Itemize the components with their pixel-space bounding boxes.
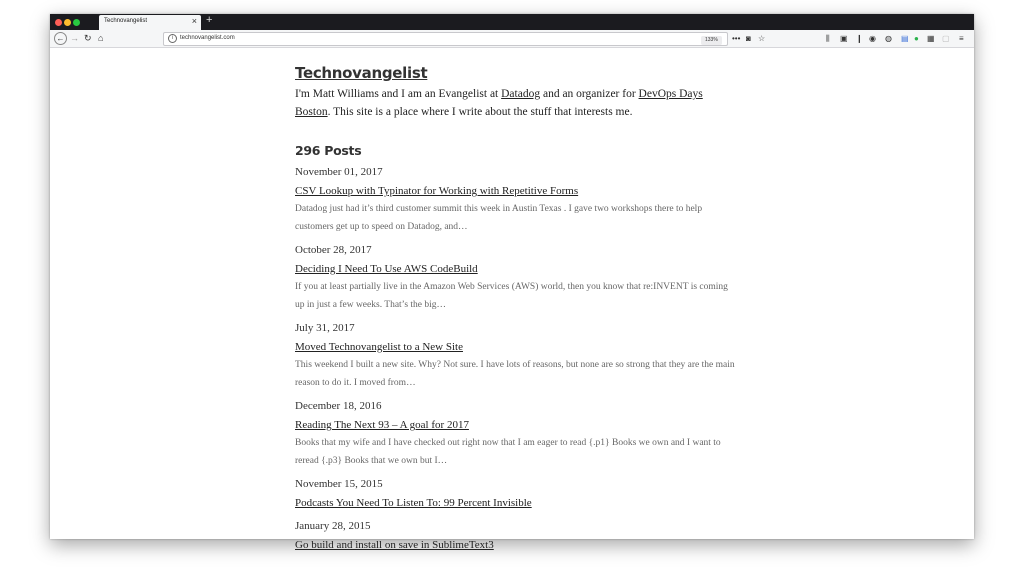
post-title-link[interactable]: Go build and install on save in SublimeText3 xyxy=(295,539,494,551)
post-item xyxy=(295,320,735,392)
intro-text-end: . This site is a place where I write about the stuff that interests me. xyxy=(327,106,633,118)
url-text[interactable]: technovangelist.com xyxy=(180,35,235,41)
post-title-link[interactable]: Podcasts You Need To Listen To: 99 Percent Invisible xyxy=(295,497,532,509)
post-date: November 15, 2015 xyxy=(295,478,383,490)
post-date: July 31, 2017 xyxy=(295,322,355,334)
extension-circle-icon[interactable]: ◉ xyxy=(869,34,876,43)
home-icon[interactable]: ⌂ xyxy=(98,33,104,43)
menu-icon[interactable]: ≡ xyxy=(959,34,964,43)
post-date: December 18, 2016 xyxy=(295,400,382,412)
devops-days-boston-link[interactable]: DevOps Days Boston xyxy=(295,88,703,118)
browser-window xyxy=(50,14,974,551)
datadog-link[interactable]: Datadog xyxy=(501,88,541,100)
post-date: October 28, 2017 xyxy=(295,244,372,256)
site-intro xyxy=(295,85,735,121)
post-date: November 01, 2017 xyxy=(295,166,383,178)
sidebar-icon[interactable]: ▣ xyxy=(840,34,848,43)
post-item xyxy=(295,518,735,554)
title-bar xyxy=(50,14,974,30)
new-tab-button[interactable]: + xyxy=(206,14,213,26)
post-excerpt: This weekend I built a new site. Why? Not sure. I have lots of reasons, but none are so strong that they are the main reason to do it. I moved from… xyxy=(295,360,735,388)
extension-grid-icon[interactable]: ▦ xyxy=(927,34,935,43)
close-tab-icon[interactable]: × xyxy=(191,16,197,26)
post-excerpt: Datadog just had it’s third customer summit this week in Austin Texas . I gave two workshops there to help customers get up to speed on Datadog, and… xyxy=(295,204,703,232)
bookmark-star-icon[interactable]: ☆ xyxy=(758,34,766,43)
extension-square-icon[interactable]: ▢ xyxy=(942,34,950,43)
post-title-link[interactable]: CSV Lookup with Typinator for Working with Repetitive Forms xyxy=(295,185,579,197)
forward-arrow-icon[interactable]: → xyxy=(70,33,79,43)
post-excerpt: If you at least partially live in the Amazon Web Services (AWS) world, then you know that re:INVENT is coming up in just a few weeks. That’s the big… xyxy=(295,282,728,310)
pocket-icon[interactable]: ◙ xyxy=(746,34,751,43)
extension-bar-icon[interactable]: ❙ xyxy=(856,34,863,43)
post-item xyxy=(295,164,735,236)
zoom-level[interactable]: 133% xyxy=(701,36,722,45)
tab-title: Technovangelist xyxy=(104,18,148,24)
post-excerpt: Books that my wife and I have checked out right now that I am eager to read {.p1} Books we own and I want to reread {.p3} Books that we own but I… xyxy=(295,438,721,466)
back-arrow-icon[interactable]: ← xyxy=(54,32,67,45)
tab-technovangelist[interactable] xyxy=(99,15,201,30)
intro-text-mid: and an organizer for xyxy=(540,88,639,100)
address-bar[interactable] xyxy=(163,32,728,46)
intro-text: I'm Matt Williams and I am an Evangelist at xyxy=(295,88,502,100)
post-title-link[interactable]: Moved Technovangelist to a New Site xyxy=(295,341,463,353)
info-icon[interactable]: i xyxy=(168,34,177,43)
post-date: January 28, 2015 xyxy=(295,520,371,532)
extension-shield-icon[interactable]: ◍ xyxy=(885,34,892,43)
extension-green-icon[interactable]: ● xyxy=(914,34,919,43)
post-item xyxy=(295,476,735,512)
navigation-toolbar xyxy=(50,30,974,48)
extension-badge-icon[interactable]: ▤ xyxy=(901,34,909,43)
page-content xyxy=(50,48,974,551)
window-minimize-button[interactable] xyxy=(64,19,71,26)
post-item xyxy=(295,242,735,314)
reload-icon[interactable]: ↻ xyxy=(84,33,92,43)
library-icon[interactable]: ⫼ xyxy=(826,34,830,43)
window-maximize-button[interactable] xyxy=(73,19,80,26)
posts-count-heading: 296 Posts xyxy=(295,143,362,158)
post-item xyxy=(295,398,735,470)
blog-main xyxy=(295,63,735,554)
window-close-button[interactable] xyxy=(55,19,62,26)
page-actions-icon[interactable]: ••• xyxy=(732,34,741,43)
post-title-link[interactable]: Deciding I Need To Use AWS CodeBuild xyxy=(295,263,478,275)
site-title[interactable]: Technovangelist xyxy=(295,64,428,82)
post-title-link[interactable]: Reading The Next 93 – A goal for 2017 xyxy=(295,419,469,431)
